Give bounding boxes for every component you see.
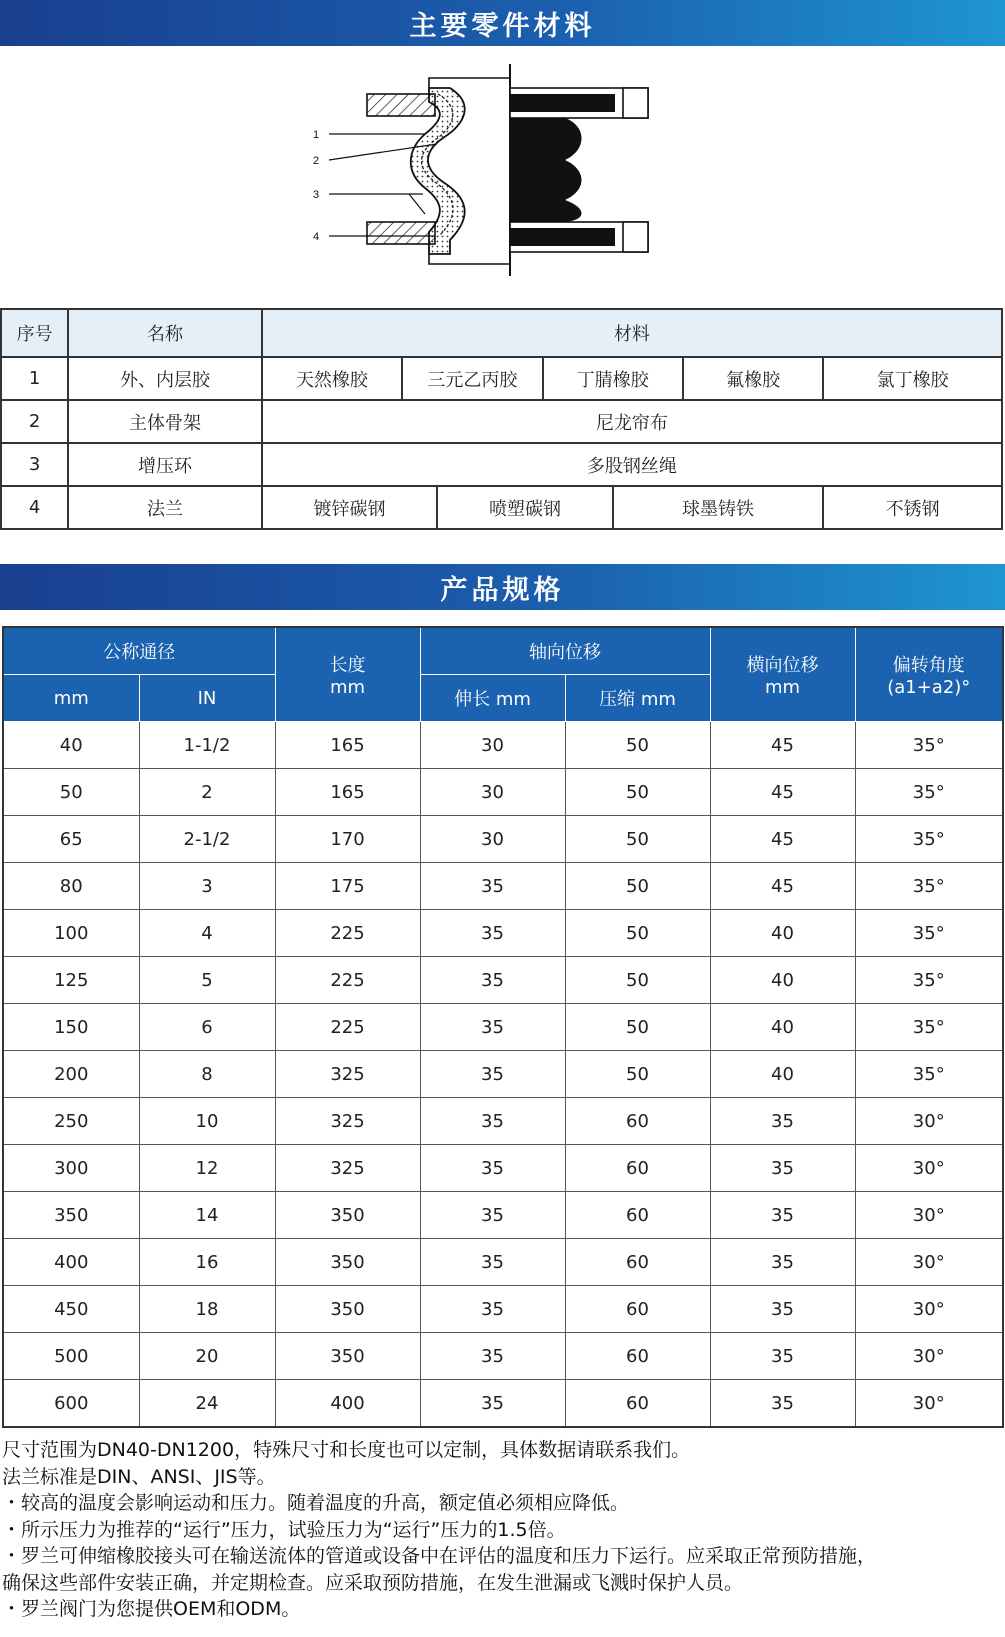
header-angle-unit: (a1+a2)° <box>887 677 971 698</box>
row-no: 1 <box>1 357 68 400</box>
cell-lateral: 40 <box>710 1004 855 1051</box>
cell-compression: 50 <box>565 769 710 816</box>
cell-extension: 30 <box>420 769 565 816</box>
cell-extension: 35 <box>420 1051 565 1098</box>
header-angle <box>855 627 1003 722</box>
spec-row <box>3 1380 1003 1428</box>
cell-lateral: 35 <box>710 1098 855 1145</box>
header-length-unit: mm <box>329 677 366 698</box>
cell-compression: 50 <box>565 722 710 769</box>
material-cell: 天然橡胶 <box>262 357 402 400</box>
spec-row <box>3 1239 1003 1286</box>
header-length <box>275 627 420 722</box>
cell-length: 225 <box>275 1004 420 1051</box>
cell-angle: 35° <box>855 910 1003 957</box>
cell-extension: 35 <box>420 1145 565 1192</box>
cell-dn-mm: 100 <box>3 910 139 957</box>
cell-length: 350 <box>275 1333 420 1380</box>
cell-dn-in: 2 <box>139 769 275 816</box>
material-cell: 不锈钢 <box>823 486 1002 529</box>
spec-row <box>3 1192 1003 1239</box>
spec-row <box>3 957 1003 1004</box>
cell-extension: 35 <box>420 1004 565 1051</box>
cell-lateral: 35 <box>710 1333 855 1380</box>
cell-dn-mm: 300 <box>3 1145 139 1192</box>
cell-dn-mm: 450 <box>3 1286 139 1333</box>
header-material: 材料 <box>262 309 1002 357</box>
cell-angle: 35° <box>855 816 1003 863</box>
cell-extension: 30 <box>420 722 565 769</box>
cell-dn-mm: 40 <box>3 722 139 769</box>
cell-dn-mm: 65 <box>3 816 139 863</box>
cell-compression: 60 <box>565 1380 710 1428</box>
spec-row <box>3 769 1003 816</box>
cell-compression: 50 <box>565 816 710 863</box>
cell-dn-mm: 600 <box>3 1380 139 1428</box>
spec-row <box>3 722 1003 769</box>
cell-lateral: 35 <box>710 1239 855 1286</box>
cell-length: 325 <box>275 1098 420 1145</box>
cell-length: 325 <box>275 1051 420 1098</box>
materials-row <box>1 400 1002 443</box>
cell-length: 350 <box>275 1286 420 1333</box>
materials-header-row <box>1 309 1002 357</box>
header-lateral-unit: mm <box>764 677 801 698</box>
spec-row <box>3 910 1003 957</box>
cell-angle: 35° <box>855 769 1003 816</box>
cell-extension: 35 <box>420 1098 565 1145</box>
cell-lateral: 35 <box>710 1192 855 1239</box>
spec-row <box>3 1286 1003 1333</box>
cell-lateral: 45 <box>710 769 855 816</box>
materials-section-title: 主要零件材料 <box>0 0 1005 46</box>
cell-compression: 50 <box>565 910 710 957</box>
header-name: 名称 <box>68 309 262 357</box>
header-extension: 伸长 mm <box>420 675 565 722</box>
cell-lateral: 45 <box>710 722 855 769</box>
cell-lateral: 35 <box>710 1380 855 1428</box>
cell-dn-mm: 150 <box>3 1004 139 1051</box>
notes <box>2 1437 1002 1623</box>
cell-lateral: 35 <box>710 1145 855 1192</box>
note-line: ・罗兰阀门为您提供OEM和ODM。 <box>2 1598 301 1620</box>
row-name: 主体骨架 <box>68 400 262 443</box>
material-cell: 镀锌碳钢 <box>262 486 437 529</box>
cell-length: 400 <box>275 1380 420 1428</box>
cell-dn-in: 6 <box>139 1004 275 1051</box>
material-cell: 球墨铸铁 <box>613 486 824 529</box>
header-mm: mm <box>3 675 139 722</box>
cell-lateral: 40 <box>710 1051 855 1098</box>
cell-dn-in: 5 <box>139 957 275 1004</box>
material-cell: 三元乙丙胶 <box>402 357 542 400</box>
cell-dn-mm: 400 <box>3 1239 139 1286</box>
cell-dn-mm: 350 <box>3 1192 139 1239</box>
cell-angle: 35° <box>855 1051 1003 1098</box>
header-nominal: 公称通径 <box>3 627 275 675</box>
material-cell: 多股钢丝绳 <box>262 443 1002 486</box>
row-no: 2 <box>1 400 68 443</box>
header-axial: 轴向位移 <box>420 627 710 675</box>
cell-lateral: 45 <box>710 863 855 910</box>
callout-4: 4 <box>313 231 320 243</box>
cell-extension: 35 <box>420 1286 565 1333</box>
materials-table <box>0 308 1003 530</box>
material-cell: 喷塑碳钢 <box>437 486 613 529</box>
header-compression: 压缩 mm <box>565 675 710 722</box>
callout-3: 3 <box>313 189 320 201</box>
cell-dn-mm: 80 <box>3 863 139 910</box>
spec-row <box>3 1333 1003 1380</box>
cell-extension: 35 <box>420 910 565 957</box>
header-angle-label: 偏转角度 <box>892 655 965 676</box>
cell-length: 350 <box>275 1192 420 1239</box>
material-cell: 氟橡胶 <box>683 357 823 400</box>
cell-length: 175 <box>275 863 420 910</box>
row-name: 法兰 <box>68 486 262 529</box>
cell-dn-in: 4 <box>139 910 275 957</box>
cell-extension: 35 <box>420 957 565 1004</box>
note-line: 法兰标准是DIN、ANSI、JIS等。 <box>2 1465 276 1488</box>
cell-compression: 50 <box>565 863 710 910</box>
cell-angle: 35° <box>855 863 1003 910</box>
spec-row <box>3 1145 1003 1192</box>
callout-2: 2 <box>313 155 320 167</box>
cell-length: 325 <box>275 1145 420 1192</box>
note-line: ・所示压力为推荐的“运行”压力，试验压力为“运行”压力的1.5倍。 <box>2 1518 566 1541</box>
specs-header-row <box>3 627 1003 675</box>
cell-length: 165 <box>275 722 420 769</box>
row-no: 4 <box>1 486 68 529</box>
cell-compression: 60 <box>565 1239 710 1286</box>
header-lateral-label: 横向位移 <box>746 655 819 676</box>
cell-angle: 30° <box>855 1286 1003 1333</box>
specs-body <box>3 722 1003 1428</box>
cell-dn-in: 18 <box>139 1286 275 1333</box>
materials-row <box>1 443 1002 486</box>
cell-compression: 50 <box>565 1051 710 1098</box>
spec-row <box>3 1098 1003 1145</box>
spec-row <box>3 863 1003 910</box>
header-lateral <box>710 627 855 722</box>
cell-extension: 35 <box>420 1380 565 1428</box>
cell-dn-in: 10 <box>139 1098 275 1145</box>
cell-dn-in: 20 <box>139 1333 275 1380</box>
cell-angle: 30° <box>855 1192 1003 1239</box>
rubber-joint-cross-section-diagram <box>313 64 655 276</box>
header-in: IN <box>139 675 275 722</box>
cell-compression: 50 <box>565 1004 710 1051</box>
cell-angle: 35° <box>855 957 1003 1004</box>
cell-dn-mm: 50 <box>3 769 139 816</box>
cell-dn-in: 16 <box>139 1239 275 1286</box>
cell-dn-mm: 250 <box>3 1098 139 1145</box>
cell-compression: 50 <box>565 957 710 1004</box>
cell-compression: 60 <box>565 1098 710 1145</box>
cell-length: 225 <box>275 910 420 957</box>
material-cell: 丁腈橡胶 <box>543 357 683 400</box>
spec-row <box>3 816 1003 863</box>
row-name: 外、内层胶 <box>68 357 262 400</box>
header-length-label: 长度 <box>329 655 366 676</box>
cell-dn-in: 24 <box>139 1380 275 1428</box>
specs-section-title: 产品规格 <box>0 564 1005 610</box>
cell-compression: 60 <box>565 1286 710 1333</box>
cell-compression: 60 <box>565 1333 710 1380</box>
cell-dn-in: 2-1/2 <box>139 816 275 863</box>
materials-row <box>1 486 1002 529</box>
material-cell: 尼龙帘布 <box>262 400 1002 443</box>
cell-dn-mm: 500 <box>3 1333 139 1380</box>
cell-angle: 35° <box>855 1004 1003 1051</box>
cell-angle: 30° <box>855 1145 1003 1192</box>
cell-dn-in: 14 <box>139 1192 275 1239</box>
note-line: ・较高的温度会影响运动和压力。随着温度的升高，额定值必须相应降低。 <box>2 1492 630 1514</box>
cell-lateral: 35 <box>710 1286 855 1333</box>
cell-length: 350 <box>275 1239 420 1286</box>
cell-extension: 30 <box>420 816 565 863</box>
callout-1: 1 <box>313 129 320 141</box>
material-cell: 氯丁橡胶 <box>823 357 1002 400</box>
cell-angle: 30° <box>855 1239 1003 1286</box>
row-name: 增压环 <box>68 443 262 486</box>
note-line: 尺寸范围为DN40-DN1200，特殊尺寸和长度也可以定制，具体数据请联系我们。 <box>2 1439 691 1461</box>
cell-extension: 35 <box>420 1239 565 1286</box>
cell-lateral: 45 <box>710 816 855 863</box>
cell-length: 170 <box>275 816 420 863</box>
cell-angle: 30° <box>855 1380 1003 1428</box>
cell-length: 165 <box>275 769 420 816</box>
cell-extension: 35 <box>420 1333 565 1380</box>
cell-dn-in: 8 <box>139 1051 275 1098</box>
cell-angle: 30° <box>855 1098 1003 1145</box>
cell-dn-in: 3 <box>139 863 275 910</box>
cell-lateral: 40 <box>710 910 855 957</box>
header-no: 序号 <box>1 309 68 357</box>
cell-length: 225 <box>275 957 420 1004</box>
cell-dn-in: 12 <box>139 1145 275 1192</box>
spec-row <box>3 1004 1003 1051</box>
cell-dn-in: 1-1/2 <box>139 722 275 769</box>
materials-row <box>1 357 1002 400</box>
cell-angle: 30° <box>855 1333 1003 1380</box>
cell-extension: 35 <box>420 863 565 910</box>
cell-compression: 60 <box>565 1192 710 1239</box>
note-line: 确保这些部件安装正确，并定期检查。应采取预防措施，在发生泄漏或飞溅时保护人员。 <box>2 1571 744 1594</box>
cell-extension: 35 <box>420 1192 565 1239</box>
cell-dn-mm: 125 <box>3 957 139 1004</box>
spec-row <box>3 1051 1003 1098</box>
cell-compression: 60 <box>565 1145 710 1192</box>
row-no: 3 <box>1 443 68 486</box>
cell-lateral: 40 <box>710 957 855 1004</box>
specs-table <box>2 626 1004 1428</box>
cell-angle: 35° <box>855 722 1003 769</box>
note-line: ・罗兰可伸缩橡胶接头可在输送流体的管道或设备中在评估的温度和压力下运行。应采取正常预防措施， <box>2 1545 877 1567</box>
cell-dn-mm: 200 <box>3 1051 139 1098</box>
